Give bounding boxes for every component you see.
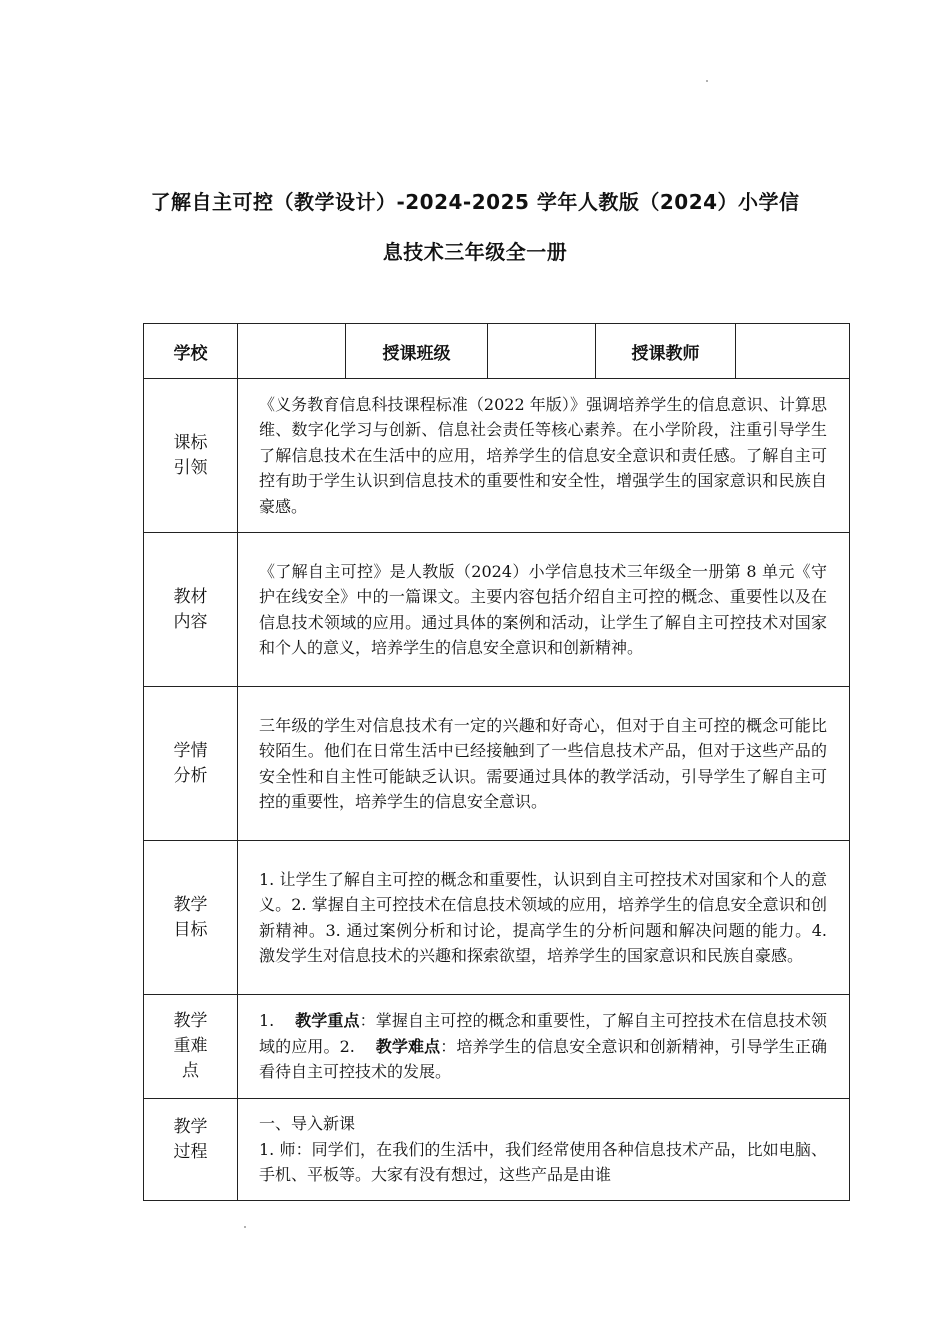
scan-dot xyxy=(706,80,708,82)
keypoints-text xyxy=(238,995,850,1099)
key-point-text: ：掌握自主可控的概念和重要性，了解自主可控技术在信息技术领域的应用。 xyxy=(259,1011,827,1056)
difficulty-text: ：培养学生的信息安全意识和创新精神，引导学生正确看待自主可控技术的发展。 xyxy=(259,1036,827,1082)
goals-row xyxy=(144,841,850,995)
class-label: 授课班级 xyxy=(346,324,488,379)
lesson-plan-table xyxy=(143,323,850,1201)
keypoints-label-line: 点 xyxy=(182,1061,199,1081)
goals-label-line: 教学 xyxy=(173,894,208,915)
header-row xyxy=(144,324,850,379)
teacher-label: 授课教师 xyxy=(596,324,736,379)
goals-label-line: 目标 xyxy=(173,919,208,940)
process-label-line: 教学 xyxy=(173,1117,208,1137)
material-row xyxy=(144,533,850,687)
school-value xyxy=(238,324,346,379)
material-label-line: 教材 xyxy=(173,586,208,607)
curriculum-label xyxy=(144,379,238,533)
goals-text: 1. 让学生了解自主可控的概念和重要性，认识到自主可控技术对国家和个人的意义。2. 掌握自主可控技术在信息技术领域的应用，培养学生的信息安全意识和创新精神。3. 通过案例分析和讨论，提高学生的分析问题和解决问题的能力。4. 激发学生对信息技术的兴趣和探索欲望，培养学生的国家意识和民族自豪感。 xyxy=(238,841,850,995)
goals-label xyxy=(144,841,238,995)
students-row xyxy=(144,687,850,841)
process-label xyxy=(144,1099,238,1201)
process-heading: 一、导入新课 xyxy=(259,1114,356,1133)
scan-dot xyxy=(244,1226,246,1228)
document-title-line-1: 了解自主可控（教学设计）-2024-2025 学年人教版（2024）小学信 xyxy=(150,190,800,214)
school-label: 学校 xyxy=(144,324,238,379)
keypoints-row xyxy=(144,995,850,1099)
process-text xyxy=(238,1099,850,1201)
class-value xyxy=(488,324,596,379)
material-label-line: 内容 xyxy=(173,611,208,632)
keypoints-label-line: 重难 xyxy=(173,1036,208,1056)
keypoints-label-line: 教学 xyxy=(173,1011,208,1031)
key-point-label: 教学重点 xyxy=(295,1011,360,1031)
students-label-line: 分析 xyxy=(173,765,208,786)
difficulty-label: 教学难点 xyxy=(375,1036,441,1056)
keypoint-number: 1. xyxy=(259,1011,280,1031)
students-text: 三年级的学生对信息技术有一定的兴趣和好奇心，但对于自主可控的概念可能比较陌生。他们在日常生活中已经接触到了一些信息技术产品，但对于这些产品的安全性和自主性可能缺乏认识。需要通过具体的教学活动，引导学生了解自主可控的重要性，培养学生的信息安全意识。 xyxy=(238,687,850,841)
material-text: 《了解自主可控》是人教版（2024）小学信息技术三年级全一册第 8 单元《守护在线安全》中的一篇课文。主要内容包括介绍自主可控的概念、重要性以及在信息技术领域的应用。通过具体的案例和活动，让学生了解自主可控技术对国家和个人的意义，培养学生的信息安全意识和创新精神。 xyxy=(238,533,850,687)
curriculum-text: 《义务教育信息科技课程标准（2022 年版）》强调培养学生的信息意识、计算思维、数字化学习与创新、信息社会责任等核心素养。在小学阶段，注重引导学生了解信息技术在生活中的应用，培养学生的信息安全意识和责任感。了解自主可控有助于学生认识到信息技术的重要性和安全性，增强学生的国家意识和民族自豪感。 xyxy=(238,379,850,533)
process-paragraph: 1. 师：同学们，在我们的生活中，我们经常使用各种信息技术产品，比如电脑、手机、平板等。大家有没有想过，这些产品是由谁 xyxy=(259,1139,827,1184)
process-label-line: 过程 xyxy=(173,1142,208,1162)
keypoints-label xyxy=(144,995,238,1099)
curriculum-row xyxy=(144,379,850,533)
students-label xyxy=(144,687,238,841)
curriculum-label-line: 引领 xyxy=(173,457,208,478)
keypoint-number: 2. xyxy=(339,1036,361,1056)
process-row xyxy=(144,1099,850,1201)
document-title-line-2: 息技术三年级全一册 xyxy=(382,240,568,264)
teacher-value xyxy=(736,324,850,379)
material-label xyxy=(144,533,238,687)
students-label-line: 学情 xyxy=(173,740,208,761)
curriculum-label-line: 课标 xyxy=(173,432,208,453)
